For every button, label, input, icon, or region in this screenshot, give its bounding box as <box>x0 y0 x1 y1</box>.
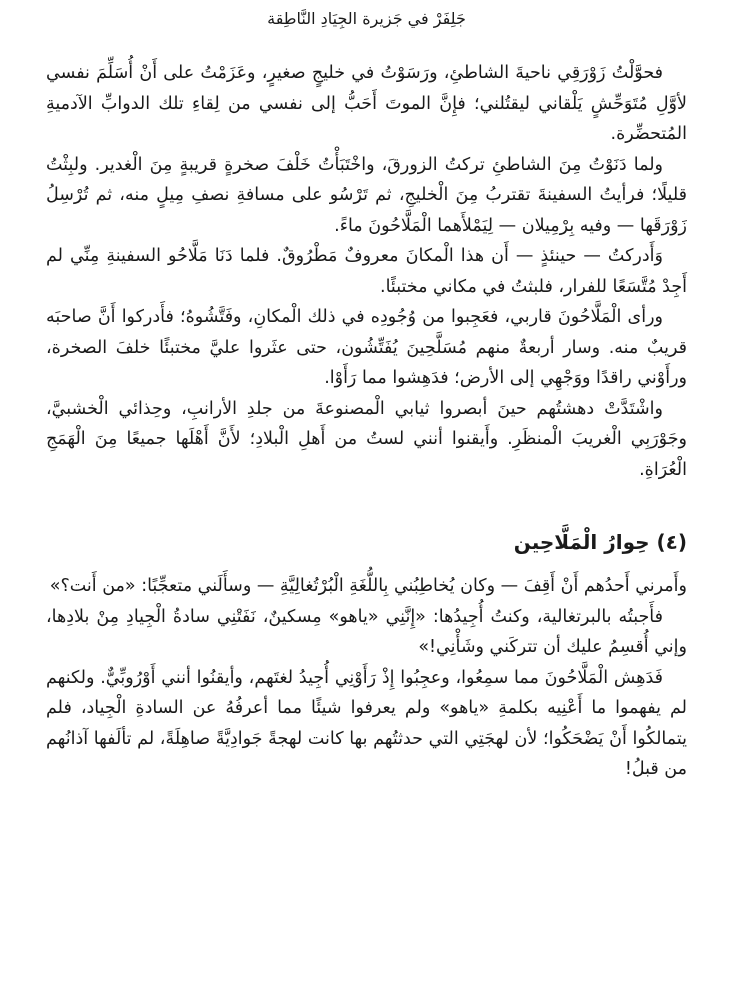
paragraph: ورأى الْمَلَّاحُونَ قاربي، فعَجِبوا من وُجُودِه في ذلك الْمكانِ، وفَتَّشُوهُ؛ فأَدركوا أَنَّ صاحبَه قريبٌ منه. وسار أربعةٌ منهم مُسَلَّحِينَ يُفَتِّشُون، حتى عثَروا عليَّ مختبئًا خلفَ الصخرة، ورأَوْني راقدًا ووَجْهِي إلى الأرض؛ فدَهِشوا مما رَأَوْا. <box>46 307 687 388</box>
section-title: (٤) حِوارُ الْمَلَّاحِين <box>513 530 687 554</box>
paragraph: وأَمرني أَحدُهم أَنْ أَقِفَ — وكان يُخاطِبُني بِاللُّغَةِ الْبُرْتُغالِيَّةِ — وسأَلَني متعجِّبًا: «من أَنت؟» <box>49 576 687 596</box>
section-1-body <box>46 58 687 485</box>
paragraph: واشْتَدَّتْ دهشتُهم حينَ أبصروا ثيابي الْمصنوعةَ من جلدِ الأرانبِ، وحِذائي الْخشبيَّ، وجَوْرَبِي الْغريبَ الْمنظَرِ. وأَيقنوا أنني لستُ من أَهلِ الْبلادِ؛ لأَنَّ أَهْلَها جميعًا مِنَ الْهَمَجِ الْعُرَاةِ. <box>46 398 687 480</box>
running-head: جَلِفَرْ في جَزيرة الجِيَادِ النَّاطِقة <box>267 9 466 28</box>
paragraph: فَدَهِش الْمَلَّاحُونَ مما سمِعُوا، وعجِبُوا إِذْ رَأَوْنِي أُجِيدُ لغتَهم، وأيقنُوا أنني أَوْرُوبِّيٌّ. ولكنهم لم يفهموا ما أَعْنِيه بكلمةِ «ياهو» ولم يعرفوا شيئًا مما أعرفُهُ عن السادةِ الْجِياد، فلم يتمالكُوا أَنْ يَضْحَكُوا؛ لأن لهجَتِي التي حدثتُهم بها كانت لهجةً جَوادِيَّةً صاهِلَةً، لم تألَفها آذانُهم من قبلُ! <box>46 667 687 779</box>
section-2 <box>46 527 687 785</box>
paragraph: فأَجبتُه بالبرتغالية، وكنتُ أُجِيدُها: «إِنَّنِي «ياهو» مِسكينٌ، نَفَتْنِي سادةُ الْجِيادِ مِنْ بلادِها، وإني أُقسِمُ عليك أن تتركَني وشَأْنِي!» <box>46 606 687 657</box>
paragraph: ولما دَنَوْتُ مِنَ الشاطئِ تركتُ الزورقَ، واخْتَبَأْتُ خَلْفَ صخرةٍ قريبةٍ مِنَ الْغدير. ولبِثْتُ قليلًا؛ فرأيتُ السفينةَ تقتربُ مِنَ الْخليجِ، ثم تَرْسُو على مسافةِ نصفِ مِيلٍ منه، ثم تُرْسِلُ زَوْرَقَها — وفيه بِرْمِيلان — لِيَمْلأَهما الْمَلَّاحُونَ ماءً. <box>46 154 687 236</box>
paragraph: وَأَدركتُ — حينئذٍ — أَن هذا الْمكانَ معروفٌ مَطْرُوقٌ. فلما دَنَا مَلَّاحُو السفينةِ مِنِّي لم أَجِدْ مُتَّسَعًا للفرار، فلبثتُ في مكاني مختبئًا. <box>46 246 687 297</box>
paragraph: فحوَّلْتُ زَوْرَقِي ناحيةَ الشاطئِ، ورَسَوْتُ في خليجٍ صغيرٍ، وعَزَمْتُ على أَنْ أُسَلِّمَ نفسي لأوَّلِ مُتَوَحِّشٍ يَلْقاني ليقتُلني؛ فإِنَّ الموتَ أَحَبُّ إلى نفسي من لِقاءِ تلك الدوابِّ الآدميةِ المُتحضِّرة. <box>46 63 687 144</box>
